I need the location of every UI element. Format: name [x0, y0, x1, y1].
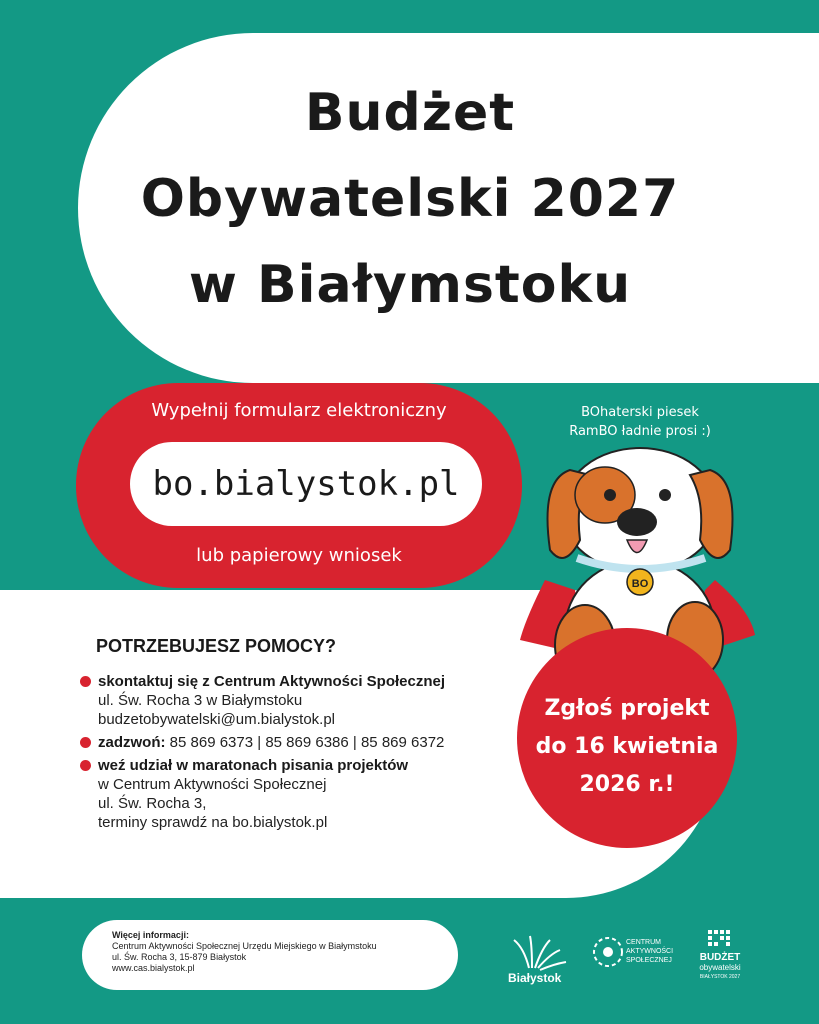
bo-logo-icon [690, 928, 750, 988]
bialystok-logo-text: Białystok [508, 971, 562, 985]
bialystok-logo-icon [484, 928, 574, 988]
help-title: POTRZEBUJESZ POMOCY? [96, 636, 337, 656]
medal-label: BO [631, 578, 649, 590]
help-item-phone-title: zadzwoń: [98, 734, 166, 751]
info-website[interactable]: www.cas.bialystok.pl [112, 963, 195, 973]
form-bottom-text: lub papierowy wniosek [196, 545, 402, 566]
dog-caption-line-2: RamBO ładnie prosi :) [569, 424, 711, 439]
title-line-1: Budżet [304, 83, 516, 143]
deadline-line-2: do 16 kwietnia [535, 734, 719, 759]
info-line-2: ul. Św. Rocha 3, 15-879 Białystok [112, 952, 247, 962]
help-item-marathon-line-2: w Centrum Aktywności Społecznej [98, 776, 327, 793]
bullet-icon [80, 676, 91, 687]
cas-logo-line-1: CENTRUM [626, 939, 661, 946]
title-line-2: Obywatelski 2027 [140, 169, 680, 229]
help-list [80, 672, 520, 836]
help-item-phone-numbers[interactable]: 85 869 6373 | 85 869 6386 | 85 869 6372 [165, 734, 445, 751]
cas-logo-line-2: AKTYWNOŚCI [626, 948, 674, 955]
bullet-icon [80, 737, 91, 748]
cas-logo-line-3: SPOŁECZNEJ [626, 957, 672, 964]
deadline-line-3: 2026 r.! [579, 772, 675, 797]
bullet-icon [80, 760, 91, 771]
help-item-contact-title: skontaktuj się z Centrum Aktywności Społecznej [98, 673, 446, 690]
info-text [112, 930, 452, 974]
info-heading: Więcej informacji: [112, 930, 189, 940]
deadline-line-1: Zgłoś projekt [544, 696, 710, 721]
info-line-1: Centrum Aktywności Społecznej Urzędu Miejskiego w Białymstoku [112, 941, 377, 951]
form-top-text: Wypełnij formularz elektroniczny [151, 400, 447, 421]
website-link[interactable]: bo.bialystok.pl [130, 442, 482, 526]
help-item-contact [80, 672, 520, 729]
bo-logo-line-3: BIAŁYSTOK 2027 [699, 974, 741, 980]
bo-logo-line-2: obywatelski [699, 963, 741, 972]
help-item-phone [80, 733, 520, 752]
bo-logo-line-1: BUDŻET [699, 952, 741, 963]
help-item-marathon-title: weź udział w maratonach pisania projektów [98, 757, 409, 774]
help-item-contact-email[interactable]: budzetobywatelski@um.bialystok.pl [98, 711, 336, 728]
help-item-marathon-line-4: terminy sprawdź na bo.bialystok.pl [98, 814, 328, 831]
deadline-text [517, 690, 737, 804]
dog-caption [540, 403, 740, 441]
title-line-3: w Białymstoku [188, 255, 632, 315]
poster-title [140, 70, 680, 328]
dog-caption-line-1: BOhaterski piesek [581, 405, 699, 420]
help-item-contact-address: ul. Św. Rocha 3 w Białymstoku [98, 692, 303, 709]
help-item-marathon-line-3: ul. Św. Rocha 3, [98, 795, 207, 812]
cas-logo-icon [590, 928, 680, 988]
help-item-marathon [80, 756, 520, 832]
